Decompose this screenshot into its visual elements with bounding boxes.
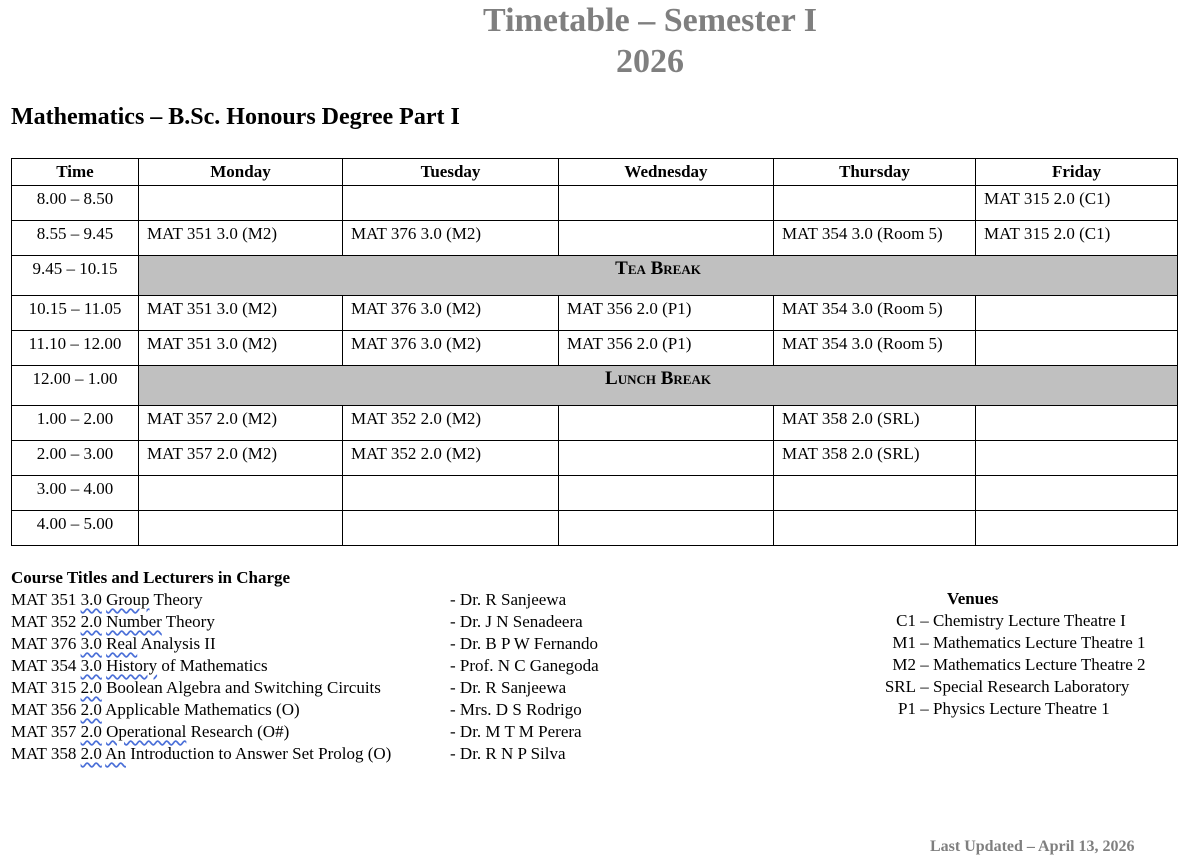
break-label: Lunch Break (139, 366, 1178, 406)
timetable (11, 158, 1178, 546)
course-title: Theory (161, 612, 215, 631)
class-cell: MAT 356 2.0 (P1) (559, 331, 774, 366)
class-cell (774, 186, 976, 221)
venue-name: – Physics Lecture Theatre 1 (920, 699, 1110, 718)
course-item (11, 699, 582, 721)
venue-name: – Special Research Laboratory (920, 677, 1130, 696)
venue-name: – Mathematics Lecture Theatre 2 (920, 655, 1146, 674)
course-item (11, 655, 599, 677)
class-cell (139, 186, 343, 221)
course-lecturer: - Dr. R Sanjeewa (450, 678, 567, 697)
course-credits: 2.0 (80, 700, 102, 719)
course-credits: 2.0 (80, 722, 102, 741)
course-item (11, 721, 582, 743)
timetable-row (12, 511, 1178, 546)
time-slot: 3.00 – 4.00 (12, 476, 139, 511)
header-time: Time (12, 159, 139, 186)
time-slot: 10.15 – 11.05 (12, 296, 139, 331)
page-title: Timetable – Semester I (483, 2, 817, 39)
course-item (11, 589, 567, 611)
venue-code: SRL (884, 677, 916, 696)
timetable-row (12, 406, 1178, 441)
course-title-keyword: History (106, 656, 158, 675)
venue-item (868, 610, 1146, 632)
course-title: of Mathematics (157, 656, 268, 675)
class-cell: MAT 357 2.0 (M2) (139, 441, 343, 476)
class-cell: MAT 315 2.0 (C1) (976, 221, 1178, 256)
course-title-keyword: An (105, 744, 126, 763)
course-credits: 3.0 (80, 656, 102, 675)
course-lecturer: - Dr. J N Senadeera (450, 612, 583, 631)
course-title-keyword: Operational (106, 722, 187, 741)
class-cell: MAT 358 2.0 (SRL) (774, 406, 976, 441)
last-updated: Last Updated – April 13, 2026 (930, 838, 1135, 855)
venue-name: – Mathematics Lecture Theatre 1 (920, 633, 1146, 652)
class-cell: MAT 357 2.0 (M2) (139, 406, 343, 441)
class-cell: MAT 354 3.0 (Room 5) (774, 221, 976, 256)
class-cell (774, 476, 976, 511)
course-title: Research (O#) (186, 722, 290, 741)
time-slot: 11.10 – 12.00 (12, 331, 139, 366)
class-cell (139, 476, 343, 511)
timetable-header-row (12, 159, 1178, 186)
class-cell (976, 511, 1178, 546)
course-item (11, 677, 567, 699)
course-item (11, 633, 598, 655)
class-cell: MAT 354 3.0 (Room 5) (774, 296, 976, 331)
course-credits: 3.0 (80, 590, 102, 609)
class-cell (343, 186, 559, 221)
class-cell: MAT 352 2.0 (M2) (343, 441, 559, 476)
class-cell: MAT 376 3.0 (M2) (343, 331, 559, 366)
venue-code: M2 (892, 655, 916, 674)
course-lecturer: - Dr. R N P Silva (450, 744, 566, 763)
time-slot: 12.00 – 1.00 (12, 366, 139, 406)
course-list-heading: Course Titles and Lecturers in Charge (11, 568, 291, 587)
course-credits: 2.0 (80, 678, 102, 697)
course-lecturer: - Dr. B P W Fernando (450, 634, 598, 653)
venue-item (868, 698, 1146, 720)
venue-code: P1 (898, 699, 916, 718)
class-cell (559, 221, 774, 256)
header-monday: Monday (139, 159, 343, 186)
course-title: Boolean Algebra and Switching Circuits (106, 678, 381, 697)
course-credits: 3.0 (80, 634, 102, 653)
class-cell (774, 511, 976, 546)
venue-code: C1 (896, 611, 916, 630)
course-code: MAT 357 (11, 722, 81, 741)
course-title: Analysis II (137, 634, 216, 653)
course-title: Theory (149, 590, 203, 609)
class-cell: MAT 351 3.0 (M2) (139, 221, 343, 256)
timetable-row (12, 296, 1178, 331)
class-cell: MAT 358 2.0 (SRL) (774, 441, 976, 476)
class-cell: MAT 356 2.0 (P1) (559, 296, 774, 331)
course-code: MAT 356 (11, 700, 81, 719)
venue-item (868, 654, 1146, 676)
class-cell (559, 441, 774, 476)
class-cell (976, 476, 1178, 511)
break-row (12, 256, 1178, 296)
class-cell (559, 511, 774, 546)
header-thursday: Thursday (774, 159, 976, 186)
venue-list-heading: Venues (947, 589, 999, 608)
break-label: Tea Break (139, 256, 1178, 296)
class-cell: MAT 354 3.0 (Room 5) (774, 331, 976, 366)
course-list (11, 567, 599, 765)
timetable-row (12, 441, 1178, 476)
page-year: 2026 (616, 43, 684, 80)
class-cell (976, 331, 1178, 366)
course-credits: 2.0 (80, 744, 102, 763)
venue-code: M1 (892, 633, 916, 652)
timetable-row (12, 331, 1178, 366)
venue-item (868, 632, 1146, 654)
class-cell (976, 296, 1178, 331)
class-cell (976, 441, 1178, 476)
break-row (12, 366, 1178, 406)
time-slot: 9.45 – 10.15 (12, 256, 139, 296)
time-slot: 8.00 – 8.50 (12, 186, 139, 221)
time-slot: 4.00 – 5.00 (12, 511, 139, 546)
course-credits: 2.0 (80, 612, 102, 631)
course-code: MAT 351 (11, 590, 81, 609)
class-cell (343, 511, 559, 546)
venue-name: – Chemistry Lecture Theatre I (920, 611, 1126, 630)
class-cell: MAT 315 2.0 (C1) (976, 186, 1178, 221)
header-wednesday: Wednesday (559, 159, 774, 186)
class-cell: MAT 376 3.0 (M2) (343, 221, 559, 256)
time-slot: 2.00 – 3.00 (12, 441, 139, 476)
course-lecturer: - Dr. M T M Perera (450, 722, 582, 741)
class-cell (559, 406, 774, 441)
class-cell (139, 511, 343, 546)
timetable-row (12, 476, 1178, 511)
course-title-keyword: Real (106, 634, 138, 653)
course-item (11, 611, 583, 633)
course-code: MAT 376 (11, 634, 81, 653)
course-code: MAT 352 (11, 612, 81, 631)
course-lecturer: - Dr. R Sanjeewa (450, 590, 567, 609)
class-cell: MAT 351 3.0 (M2) (139, 296, 343, 331)
course-title: Introduction to Answer Set Prolog (O) (125, 744, 392, 763)
class-cell (976, 406, 1178, 441)
program-heading: Mathematics – B.Sc. Honours Degree Part I (11, 104, 460, 130)
class-cell (559, 186, 774, 221)
course-title: Applicable Mathematics (O) (105, 700, 300, 719)
class-cell (559, 476, 774, 511)
course-title-keyword: Number (106, 612, 162, 631)
course-lecturer: - Prof. N C Ganegoda (450, 656, 599, 675)
course-code: MAT 315 (11, 678, 81, 697)
course-code: MAT 354 (11, 656, 81, 675)
timetable-row (12, 186, 1178, 221)
time-slot: 1.00 – 2.00 (12, 406, 139, 441)
time-slot: 8.55 – 9.45 (12, 221, 139, 256)
class-cell (343, 476, 559, 511)
class-cell: MAT 352 2.0 (M2) (343, 406, 559, 441)
venue-item (868, 676, 1146, 698)
course-item (11, 743, 566, 765)
course-code: MAT 358 (11, 744, 81, 763)
course-title-keyword: Group (106, 590, 150, 609)
header-friday: Friday (976, 159, 1178, 186)
venue-list (868, 588, 1146, 720)
header-tuesday: Tuesday (343, 159, 559, 186)
class-cell: MAT 351 3.0 (M2) (139, 331, 343, 366)
course-lecturer: - Mrs. D S Rodrigo (450, 700, 582, 719)
class-cell: MAT 376 3.0 (M2) (343, 296, 559, 331)
timetable-row (12, 221, 1178, 256)
